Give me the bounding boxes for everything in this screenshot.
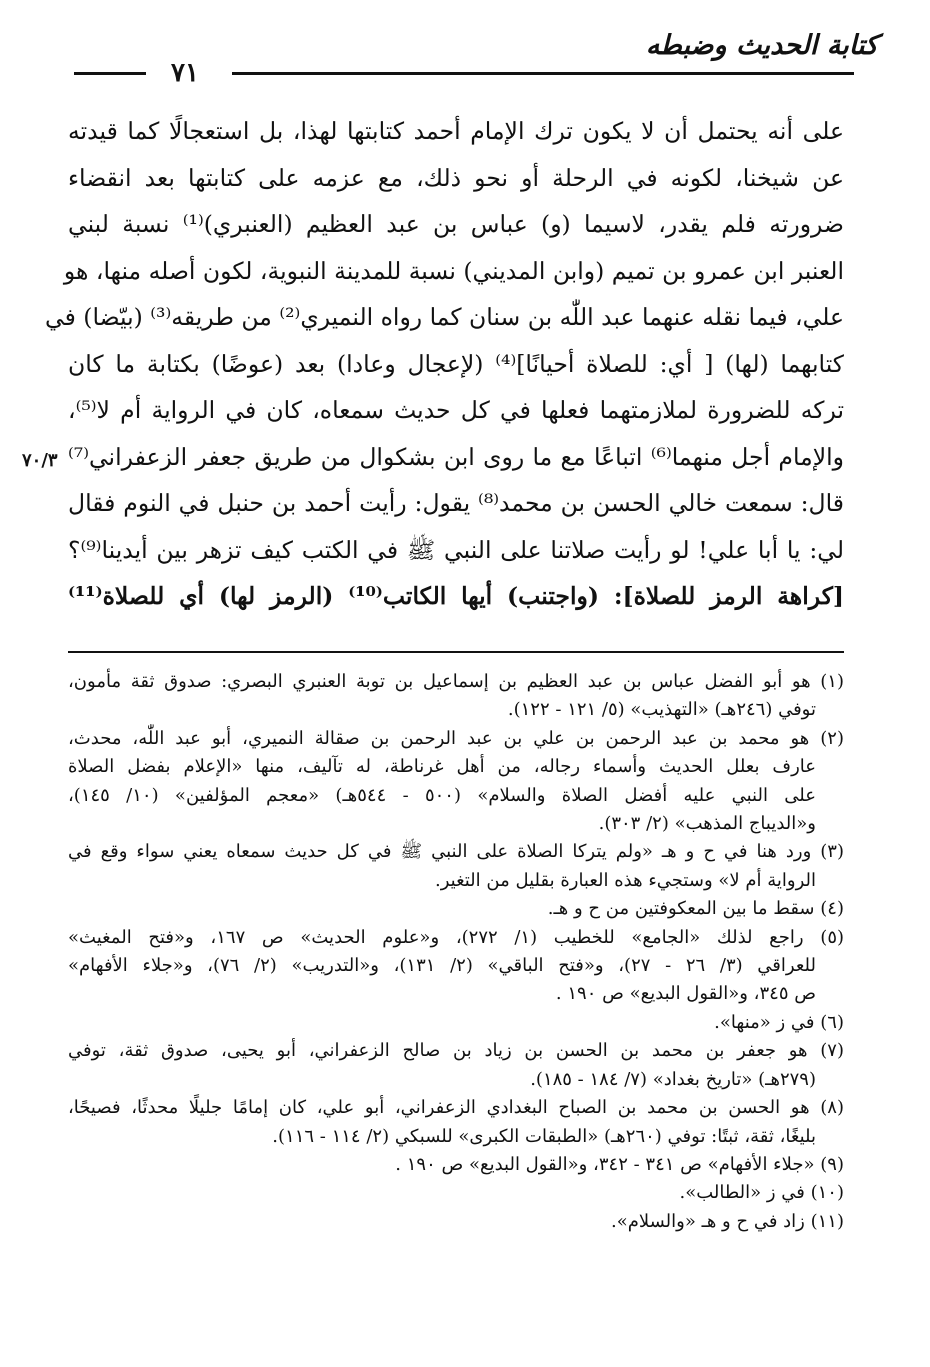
body-line: تركه للضرورة لملازمتهما فعلها في كل حديث سمعاه، كان في الرواية أم لا⁽⁵⁾، bbox=[68, 396, 844, 424]
footnote-first-line bbox=[68, 838, 844, 866]
footnote-line bbox=[68, 782, 844, 810]
margin-page-reference: ٧٠/٣ bbox=[22, 450, 58, 471]
body-line: عن شيخنا، لكونه في الرحلة أو نحو ذلك، مع عزمه على كتابتها بعد انقضاء bbox=[68, 163, 844, 192]
footnote-number: (٥) bbox=[820, 926, 845, 948]
body-line: قال: سمعت خالي الحسن بن محمد⁽⁸⁾ يقول: رأيت أحمد بن حنبل في النوم فقال bbox=[68, 489, 844, 517]
section-heading-line: [كراهة الرمز للصلاة]: (واجتنب) أيها الكاتب⁽¹⁰⁾ (الرمز لها) أي للصلاة⁽¹¹⁾ bbox=[68, 582, 845, 610]
footnote-separator bbox=[68, 651, 844, 653]
footnote-line bbox=[68, 1066, 844, 1094]
footnote-text: ص ٣٤٥، و«القول البديع» ص ١٩٠ . bbox=[555, 983, 816, 1005]
body-line: العنبر ابن عمرو بن تميم (وابن المديني) نسبة للمدينة النبوية، لكون أصله منها، هو bbox=[63, 256, 844, 285]
body-line: لي: يا أبا علي! لو رأيت صلاتنا على النبي ﷺ في الكتب كيف تزهر بين أيدينا⁽⁹⁾؟ bbox=[68, 535, 844, 564]
footnote-line bbox=[68, 1123, 844, 1151]
footnote-first-line bbox=[68, 924, 844, 952]
body-line: ضرورته فلم يقدر، لاسيما (و) عباس بن عبد العظيم (العنبري)⁽¹⁾ نسبة لبني bbox=[68, 210, 844, 238]
footnote-text: ورد هنا في ح و هـ «ولم يتركا الصلاة على النبي ﷺ في كل حديث سمعاه يعني سواء وقع في bbox=[68, 841, 812, 863]
footnote-number: (٧) bbox=[820, 1040, 844, 1062]
footnote-line bbox=[68, 952, 844, 980]
footnote-first-line bbox=[68, 1179, 844, 1207]
footnote-first-line bbox=[68, 1009, 844, 1037]
footnote-text: على النبي عليه أفضل الصلاة والسلام» (٥٠٠ - ٥٤٤هـ) «معجم المؤلفين» (١٠/ ١٤٥)، bbox=[68, 784, 816, 806]
body-line: على أنه يحتمل أن لا يكون ترك الإمام أحمد كتابتها لهذا، بل استعجالًا كما قيدته bbox=[68, 117, 844, 145]
footnote-line bbox=[68, 810, 844, 838]
footnote-text: هو أبو الفضل عباس بن عبد العظيم بن إسماعيل بن توبة العنبري البصري: صدوق ثقة مأمون، bbox=[68, 671, 811, 692]
footnote-text: هو محمد بن عبد الرحمن بن علي بن عبد الرحمن بن صقالة النميري، أبو عبد اللّٰه، محدث، bbox=[68, 727, 810, 749]
footnote-first-line bbox=[68, 1037, 844, 1065]
footnote-text: توفي (٢٤٦هـ) «التهذيب» (٥/ ١٢١ - ١٢٢). bbox=[507, 699, 816, 721]
footnote-first-line bbox=[68, 1151, 844, 1179]
body-line: والإمام أجل منهما⁽⁶⁾ اتباعًا مع ما روى ابن بشكوال من طريق جعفر الزعفراني⁽⁷⁾ bbox=[68, 442, 844, 471]
footnote-text: بليغًا، ثقة، ثبتًا: توفي (٢٦٠هـ) «الطبقات الكبرى» للسبكي (٢/ ١١٤ - ١١٦). bbox=[272, 1125, 816, 1147]
footnote-line bbox=[68, 980, 844, 1008]
footnote-number: (١١) bbox=[810, 1210, 844, 1232]
footnote-text: في ز «الطالب». bbox=[679, 1182, 805, 1204]
footnote-text: عارف بعلل الحديث وأسماء رجاله، من أهل غرناطة، له تآليف، منها «الإعلام بفضل الصلاة bbox=[68, 756, 816, 778]
footnote-first-line bbox=[68, 725, 844, 753]
footnote-number: (٢) bbox=[820, 727, 844, 749]
footnote-first-line bbox=[68, 1208, 844, 1236]
footnote-number: (٦) bbox=[820, 1011, 844, 1033]
footnotes bbox=[68, 668, 844, 1236]
body-line: كتابهما (لها) [ أي: للصلاة أحيانًا]⁽⁴⁾ (لإعجال وعادا) بعد (عوضًا) بكتابة ما كان bbox=[68, 349, 844, 378]
footnote-first-line bbox=[68, 895, 844, 923]
footnote-text: راجع لذلك «الجامع» للخطيب (١/ ٢٧٢)، و«علوم الحديث» ص ١٦٧، و«فتح المغيث» bbox=[68, 926, 804, 948]
footnote-line bbox=[68, 867, 844, 895]
header-rule-left bbox=[74, 72, 146, 75]
footnote-number: (٣) bbox=[820, 841, 844, 863]
footnote-text: في ز «منها». bbox=[714, 1011, 815, 1033]
footnote-text: سقط ما بين المعكوفتين من ح و هـ. bbox=[547, 898, 815, 920]
footnote-number: (٤) bbox=[820, 898, 844, 920]
footnote-number: (٨) bbox=[820, 1097, 844, 1119]
footnote-text: و«الديباج المذهب» (٢/ ٣٠٣). bbox=[598, 813, 816, 835]
footnote-number: (١٠) bbox=[810, 1182, 844, 1204]
footnote-first-line bbox=[68, 668, 844, 696]
footnote-text: هو جعفر بن محمد بن الحسن بن زياد بن صالح الزعفراني، أبو يحيى، صدوق ثقة، توفي bbox=[68, 1040, 808, 1062]
page-number: ٧١ bbox=[171, 58, 199, 88]
main-text bbox=[44, 108, 845, 620]
running-title: كتابة الحديث وضبطه bbox=[645, 30, 878, 61]
footnote-text: (٢٧٩هـ) «تاريخ بغداد» (٧/ ١٨٤ - ١٨٥). bbox=[530, 1068, 816, 1090]
footnote-first-line bbox=[68, 1094, 844, 1122]
footnote-number: (١) bbox=[820, 671, 844, 692]
footnote-line bbox=[68, 753, 844, 781]
body-line: علي، فيما نقله عنهما عبد اللّٰه بن سنان كما رواه النميري⁽²⁾ من طريقه⁽³⁾ (بيّضا) في bbox=[44, 303, 844, 331]
footnote-text: الرواية أم لا» وستجيء هذه العبارة بقليل من التغير. bbox=[434, 869, 816, 891]
footnote-text: هو الحسن بن محمد بن الصباح البغدادي الزعفراني، أبو علي، كان إمامًا جليلًا محدثًا، فصيحًا، bbox=[68, 1097, 810, 1119]
footnote-text: «جلاء الأفهام» ص ٣٤١ - ٣٤٢، و«القول البديع» ص ١٩٠ . bbox=[395, 1153, 815, 1175]
footnote-line bbox=[68, 696, 844, 724]
footnote-text: زاد في ح و هـ «والسلام». bbox=[610, 1210, 805, 1232]
header-rule-right bbox=[232, 72, 854, 75]
footnote-text: للعراقي (٣/ ٢٦ - ٢٧)، و«فتح الباقي» (٢/ ١٣١)، و«التدريب» (٢/ ٧٦)، و«جلاء الأفهام» bbox=[68, 955, 816, 977]
footnote-number: (٩) bbox=[820, 1153, 844, 1175]
